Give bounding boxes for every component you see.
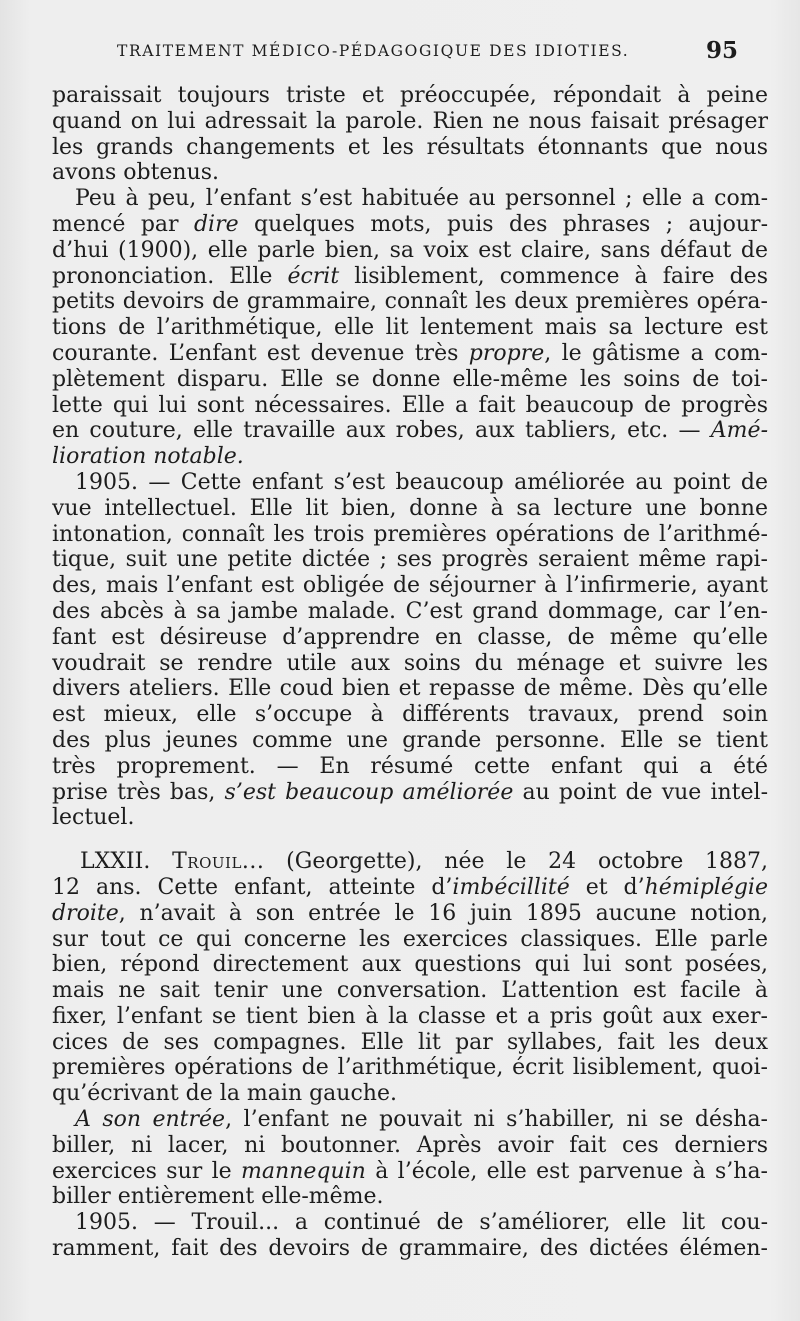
text-line [52,1107,768,1133]
text-run: quand on lui adressait la parole. Rien ne nous faisait présager [52,108,768,134]
text-line [52,927,768,953]
italic-text: dire [193,211,239,237]
text-line [52,238,768,264]
text-run: les grands changements et les résultats étonnants que nous [52,134,768,160]
text-run: lectuel. [52,805,135,831]
text-run: , l’enfant ne pouvait ni s’habiller, ni se désha- [225,1107,768,1133]
text-run: bien, répond directement aux questions qui lui sont posées, [52,952,768,978]
text-run: plètement disparu. Elle se donne elle-même les soins de toi- [52,366,768,392]
text-line [52,875,768,901]
text-line [52,315,768,341]
text-run: mais ne sait tenir une conversation. L’attention est facile à [52,978,768,1004]
text-line [52,1236,768,1262]
text-line [52,651,768,677]
text-line [52,754,768,780]
text-run: biller, ni lacer, ni boutonner. Après avoir fait ces derniers [52,1132,768,1158]
text-run: avons obtenus. [52,160,220,186]
running-title: TRAITEMENT MÉDICO-PÉDAGOGIQUE DES IDIOTIES. [117,42,630,60]
italic-text: droite [52,900,119,926]
italic-text: imbécillité [452,874,570,900]
text-run: prononciation. Elle [52,263,288,289]
text-line [52,952,768,978]
text-run: voudrait se rendre utile aux soins du ménage et suivre les [52,650,768,676]
text-run: prise très bas, [52,779,225,805]
text-line [52,573,768,599]
text-line [52,444,768,470]
text-run: courante. L’enfant est devenue très [52,340,469,366]
text-run: est mieux, elle s’occupe à différents travaux, prend soin [52,702,768,728]
italic-text: écrit [287,263,340,289]
italic-text: A son entrée [75,1107,226,1133]
text-run: divers ateliers. Elle coud bien et repasse de même. Dès qu’elle [52,676,768,702]
page-number: 95 [705,37,738,64]
text-run: à l’école, elle est parvenue à s’ha- [365,1158,768,1184]
text-line [52,264,768,290]
text-run: 1905. — Trouil... a continué de s’améliorer, elle lit cou- [75,1210,768,1236]
text-run: Peu à peu, l’enfant s’est habituée au personnel ; elle a com- [75,186,768,212]
text-run: et d’ [569,874,645,900]
text-run: tique, suit une petite dictée ; ses progrès seraient même rapi- [52,547,768,573]
text-line [52,1184,768,1210]
text-line [52,1210,768,1236]
text-run: qu’écrivant de la main gauche. [52,1081,397,1107]
body-text [52,83,768,1262]
text-run: (Georgette), née le 24 octobre 1887, [264,849,768,875]
text-line [52,496,768,522]
text-line [52,1081,768,1107]
text-line [52,393,768,419]
text-line [52,780,768,806]
text-line [52,1133,768,1159]
text-run: LXXII. [80,849,173,875]
text-line [52,849,768,875]
text-line [52,367,768,393]
text-line [52,676,768,702]
text-line [52,547,768,573]
text-run: en couture, elle travaille aux robes, aux tabliers, etc. — [52,418,711,444]
text-line [52,599,768,625]
text-run: sur tout ce qui concerne les exercices classiques. Elle parle [52,926,768,952]
text-line [52,186,768,212]
text-line [52,341,768,367]
text-line [52,83,768,109]
text-line [52,978,768,1004]
italic-text: mannequin [241,1158,366,1184]
text-run: biller entièrement elle-même. [52,1184,384,1210]
text-run: , n’avait à son entrée le 16 juin 1895 aucune notion, [118,900,768,926]
text-line [52,728,768,754]
text-run: des, mais l’enfant est obligée de séjourner à l’infirmerie, ayant [52,573,768,599]
text-line [52,901,768,927]
text-run: 12 ans. Cette enfant, atteinte d’ [52,874,453,900]
text-run: mencé par [52,211,194,237]
text-line [52,702,768,728]
text-run: d’hui (1900), elle parle bien, sa voix est claire, sans défaut de [52,237,768,263]
text-run: , le gâtisme a com- [544,340,768,366]
text-run: exercices sur le [52,1158,242,1184]
text-line [52,160,768,186]
running-head [0,37,800,70]
text-line [52,289,768,315]
text-run: fixer, l’enfant se tient bien à la classe et a pris goût aux exer- [52,1003,768,1029]
text-line [52,212,768,238]
text-line [52,109,768,135]
small-caps-name: Trouil... [172,849,265,875]
text-line [52,470,768,496]
text-run: des plus jeunes comme une grande personne. Elle se tient [52,727,768,753]
text-line [52,418,768,444]
italic-text: hémiplégie [644,874,768,900]
text-run: intonation, connaît les trois premières opérations de l’arithmé- [52,521,768,547]
text-run: au point de vue intel- [513,779,768,805]
section-gap [52,831,768,849]
text-run: premières opérations de l’arithmétique, écrit lisiblement, quoi- [52,1055,768,1081]
text-run: ramment, fait des devoirs de grammaire, des dictées élémen- [52,1236,768,1262]
text-line [52,1159,768,1185]
text-line [52,1030,768,1056]
text-line [52,522,768,548]
text-run: vue intellectuel. Elle lit bien, donne à sa lecture une bonne [52,495,768,521]
italic-text: Amé- [710,418,768,444]
text-run: tions de l’arithmétique, elle lit lentement mais sa lecture est [52,315,768,341]
text-run: quelques mots, puis des phrases ; aujour- [238,211,768,237]
text-line [52,805,768,831]
italic-text: lioration notable. [52,444,244,470]
text-run: petits devoirs de grammaire, connaît les deux premières opéra- [52,289,768,315]
text-run: lisiblement, commence à faire des [339,263,768,289]
text-line [52,135,768,161]
text-line [52,1004,768,1030]
text-run: 1905. — Cette enfant s’est beaucoup améliorée au point de [75,469,768,495]
text-line [52,625,768,651]
italic-text: propre [468,340,545,366]
text-run: fant est désireuse d’apprendre en classe, de même qu’elle [52,624,768,650]
text-run: paraissait toujours triste et préoccupée, répondait à peine [52,83,768,108]
text-run: cices de ses compagnes. Elle lit par syllabes, fait les deux [52,1029,768,1055]
text-line [52,1055,768,1081]
italic-text: s’est beaucoup améliorée [224,779,514,805]
text-run: lette qui lui sont nécessaires. Elle a fait beaucoup de progrès [52,392,768,418]
text-run: très proprement. — En résumé cette enfant qui a été [52,753,768,779]
text-run: des abcès à sa jambe malade. C’est grand dommage, car l’en- [52,598,768,624]
